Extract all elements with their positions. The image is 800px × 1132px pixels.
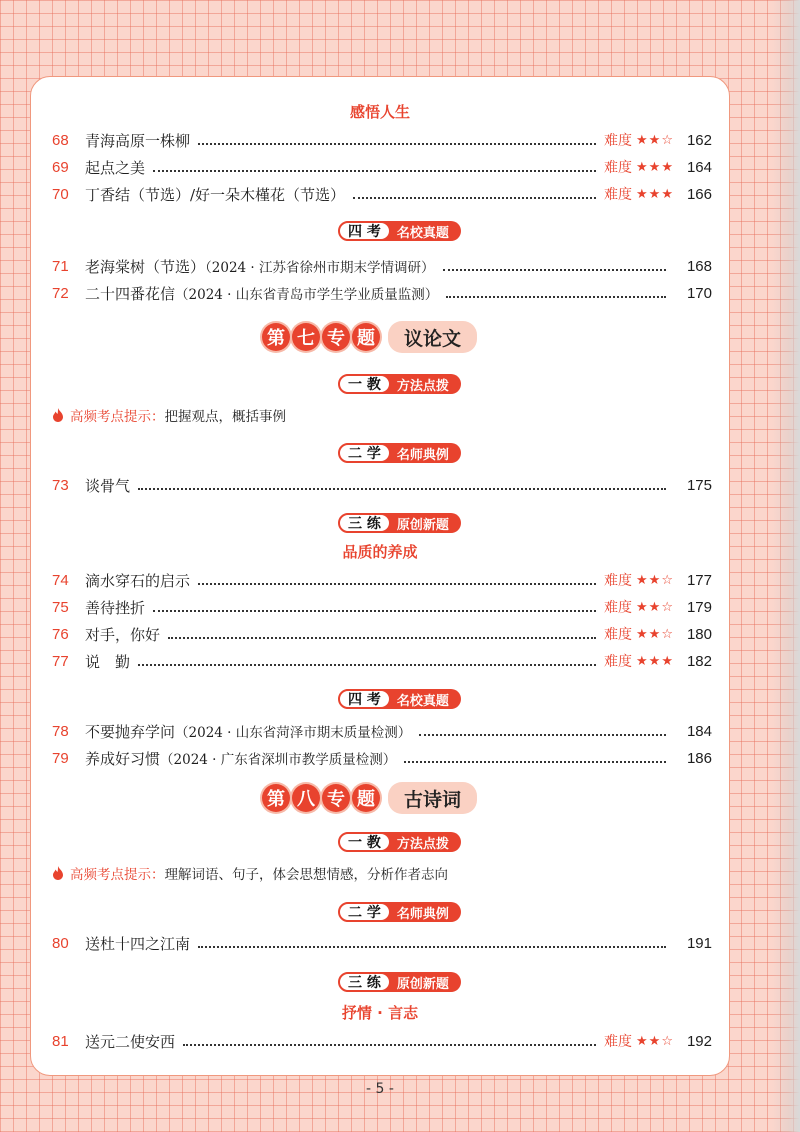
tag-left-text: 一 教 (338, 374, 391, 394)
difficulty-stars: ★★☆ (636, 599, 674, 615)
difficulty-label: 难度 (604, 600, 633, 616)
tag-right-text: 名校真题 (396, 693, 449, 709)
toc-entry-81[interactable] (52, 1029, 712, 1053)
difficulty-stars: ★★★ (636, 186, 674, 202)
dot-leader (198, 583, 596, 585)
entry-page: 175 (686, 476, 712, 494)
entry-source: （2024 · 山东省菏泽市期末质量检测） (175, 724, 412, 741)
difficulty-stars: ★★☆ (636, 626, 674, 642)
entry-number: 69 (52, 158, 69, 176)
tag-left-text: 四 考 (338, 221, 391, 241)
topic-char: 七 (292, 323, 320, 351)
difficulty-stars: ★★☆ (636, 132, 674, 148)
tag-right-text: 原创新题 (396, 517, 449, 533)
tag-si-kao-7 (300, 687, 500, 711)
entry-title (85, 721, 411, 742)
entry-page: 191 (686, 934, 712, 952)
toc-entry-68[interactable] (52, 128, 712, 152)
toc-entry-78[interactable] (52, 719, 712, 743)
hint-line-8 (52, 862, 448, 884)
toc-entry-72[interactable] (52, 281, 712, 305)
difficulty-label: 难度 (604, 654, 633, 670)
toc-entry-74[interactable] (52, 568, 712, 592)
tag-pill (339, 513, 461, 533)
entry-page: 166 (686, 185, 712, 203)
entry-number: 80 (52, 934, 69, 952)
tag-right-text: 方法点拨 (396, 378, 449, 394)
dot-leader (353, 197, 596, 199)
entry-title-main: 养成好习惯 (85, 749, 161, 768)
entry-number: 70 (52, 185, 69, 203)
tag-left-text: 二 学 (338, 902, 391, 922)
entry-number: 81 (52, 1032, 69, 1050)
tag-er-xue-8 (300, 900, 500, 924)
tag-er-xue-7 (300, 441, 500, 465)
hint-label: 高频考点提示： (70, 409, 165, 425)
tag-left-text: 一 教 (338, 832, 391, 852)
topic-char: 八 (292, 784, 320, 812)
entry-title (85, 256, 435, 277)
difficulty-label: 难度 (604, 1034, 633, 1050)
entry-title-main: 不要抛弃学问 (85, 722, 176, 741)
entry-title (85, 283, 438, 304)
tag-pill (339, 902, 461, 922)
entry-number: 68 (52, 131, 69, 149)
difficulty-stars: ★★★ (636, 653, 674, 669)
entry-title: 丁香结（节选）/好一朵木槿花（节选） (85, 185, 346, 204)
entry-number: 79 (52, 749, 69, 767)
difficulty-label: 难度 (604, 160, 633, 176)
dot-leader (419, 734, 666, 736)
entry-title: 起点之美 (85, 158, 146, 177)
entry-page: 180 (686, 625, 712, 643)
tag-pill (339, 443, 461, 463)
entry-number: 72 (52, 284, 69, 302)
dot-leader (138, 664, 596, 666)
topic-number-chars (262, 323, 382, 351)
flame-icon (52, 408, 64, 422)
toc-entry-80[interactable] (52, 931, 712, 955)
difficulty-label: 难度 (604, 133, 633, 149)
entry-page: 182 (686, 652, 712, 670)
page-number: - 5 - (366, 1081, 394, 1097)
topic-label: 古诗词 (388, 782, 477, 814)
difficulty-stars: ★★★ (636, 159, 674, 175)
dot-leader (198, 946, 666, 948)
tag-yi-jiao-8 (300, 830, 500, 854)
entry-number: 71 (52, 257, 69, 275)
entry-source: （2024 · 江苏省徐州市期末学情调研） (205, 259, 435, 276)
topic-label: 议论文 (388, 321, 477, 353)
tag-right-text: 方法点拨 (396, 836, 449, 852)
section-heading-pinzhi: 品质的养成 (342, 543, 418, 561)
difficulty-label: 难度 (604, 573, 633, 589)
topic-char: 专 (322, 784, 350, 812)
entry-number: 77 (52, 652, 69, 670)
tag-left-text: 三 练 (338, 972, 391, 992)
dot-leader (153, 170, 596, 172)
topic-char: 第 (262, 323, 290, 351)
entry-title: 送元二使安西 (85, 1032, 176, 1051)
entry-title-main: 老海棠树（节选） (85, 257, 206, 276)
entry-page: 177 (686, 571, 712, 589)
entry-title (85, 748, 396, 769)
tag-right-text: 名校真题 (396, 225, 449, 241)
entry-number: 73 (52, 476, 69, 494)
dot-leader (138, 488, 666, 490)
entry-page: 192 (686, 1032, 712, 1050)
toc-entry-69[interactable] (52, 155, 712, 179)
dot-leader (183, 1044, 596, 1046)
hint-text: 把握观点，概括事例 (164, 409, 286, 425)
entry-title: 滴水穿石的启示 (85, 571, 191, 590)
hint-label: 高频考点提示： (70, 867, 165, 883)
dot-leader (153, 610, 596, 612)
difficulty-label: 难度 (604, 627, 633, 643)
difficulty-label: 难度 (604, 187, 633, 203)
dot-leader (446, 296, 666, 298)
entry-source: （2024 · 广东省深圳市教学质量检测） (160, 751, 397, 768)
toc-entry-76[interactable] (52, 622, 712, 646)
tag-san-lian-8 (300, 970, 500, 994)
toc-entry-71[interactable] (52, 254, 712, 278)
dot-leader (168, 637, 596, 639)
toc-entry-73[interactable] (52, 473, 712, 497)
dot-leader (198, 143, 596, 145)
hint-line-7 (52, 404, 286, 426)
toc-entry-70[interactable] (52, 182, 712, 206)
entry-number: 78 (52, 722, 69, 740)
dot-leader (443, 269, 667, 271)
topic-number-chars (262, 784, 382, 812)
tag-right-text: 名师典例 (396, 447, 449, 463)
entry-title: 青海高原一株柳 (85, 131, 191, 150)
dot-leader (404, 761, 666, 763)
entry-page: 184 (686, 722, 712, 740)
topic-char: 题 (352, 784, 380, 812)
tag-pill (339, 374, 461, 394)
tag-left-text: 三 练 (338, 513, 391, 533)
tag-san-lian-7 (300, 511, 500, 535)
entry-number: 76 (52, 625, 69, 643)
flame-icon (52, 866, 64, 880)
entry-title: 说 勤 (85, 652, 131, 671)
entry-title: 送杜十四之江南 (85, 934, 191, 953)
entry-number: 75 (52, 598, 69, 616)
topic-char: 题 (352, 323, 380, 351)
tag-left-text: 二 学 (338, 443, 391, 463)
section-heading-ganwu-rensheng: 感悟人生 (349, 103, 410, 121)
tag-si-kao-1 (300, 219, 500, 243)
topic-char: 第 (262, 784, 290, 812)
entry-page: 186 (686, 749, 712, 767)
tag-pill (339, 221, 461, 241)
entry-page: 164 (686, 158, 712, 176)
toc-entry-79[interactable] (52, 746, 712, 770)
tag-pill (339, 832, 461, 852)
entry-title: 善待挫折 (85, 598, 146, 617)
entry-page: 162 (686, 131, 712, 149)
entry-page: 179 (686, 598, 712, 616)
entry-title-main: 二十四番花信 (85, 284, 176, 303)
toc-entry-77[interactable] (52, 649, 712, 673)
toc-entry-75[interactable] (52, 595, 712, 619)
entry-source: （2024 · 山东省青岛市学生学业质量监测） (175, 286, 439, 303)
entry-number: 74 (52, 571, 69, 589)
section-heading-shuqing: 抒情 · 言志 (341, 1004, 419, 1022)
tag-yi-jiao-7 (300, 372, 500, 396)
tag-right-text: 名师典例 (396, 906, 449, 922)
difficulty-stars: ★★☆ (636, 572, 674, 588)
page-edge-shadow (772, 0, 800, 1132)
tag-right-text: 原创新题 (396, 976, 449, 992)
difficulty-stars: ★★☆ (636, 1033, 674, 1049)
entry-page: 168 (686, 257, 712, 275)
tag-pill (339, 689, 461, 709)
entry-page: 170 (686, 284, 712, 302)
tag-pill (339, 972, 461, 992)
topic-header-7 (262, 317, 498, 357)
entry-title: 对手，你好 (85, 625, 161, 644)
hint-text: 理解词语、句子，体会思想情感，分析作者志向 (164, 867, 448, 883)
tag-left-text: 四 考 (338, 689, 391, 709)
topic-header-8 (262, 778, 498, 818)
entry-title: 谈骨气 (85, 476, 131, 495)
topic-char: 专 (322, 323, 350, 351)
